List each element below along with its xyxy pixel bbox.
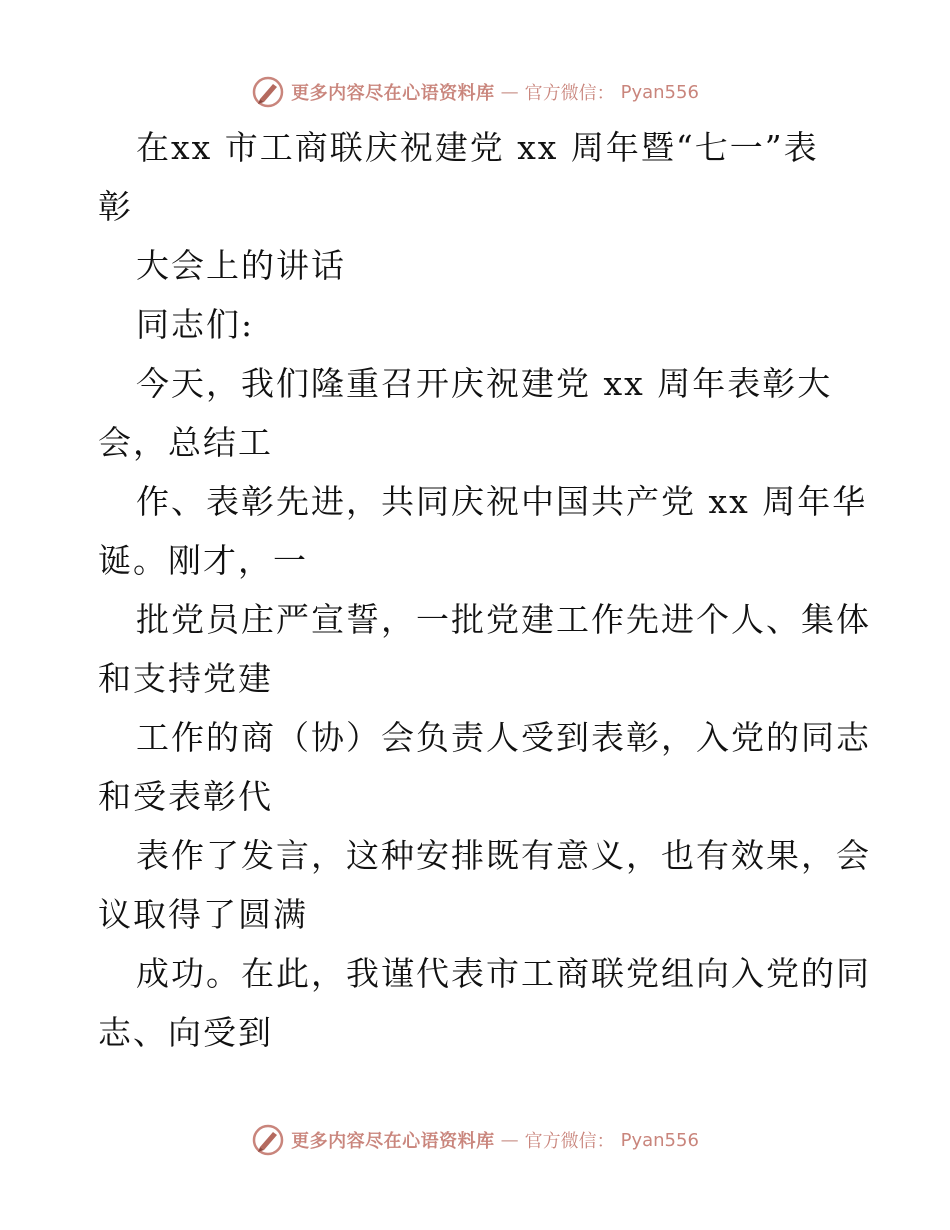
text-line: 和支持党建 — [98, 659, 273, 698]
watermark-official-label: 官方微信： — [524, 1131, 615, 1152]
text-line: 今天，我们隆重召开庆祝建党 xx 周年表彰大 — [136, 364, 833, 403]
pen-logo-icon — [251, 75, 285, 109]
text-line: 彰 — [98, 187, 133, 226]
watermark-main-text: 更多内容尽在心语资料库 — [291, 1131, 495, 1152]
watermark-header — [0, 72, 950, 112]
text-line: 批党员庄严宣誓，一批党建工作先进个人、集体 — [136, 600, 871, 639]
document-body — [98, 118, 871, 1062]
text-line: 大会上的讲话 — [136, 246, 346, 285]
pen-logo-icon — [251, 1123, 285, 1157]
text-line: 在xx 市工商联庆祝建党 xx 周年暨“七一”表 — [136, 128, 819, 167]
text-line: 表作了发言，这种安排既有意义，也有效果，会 — [136, 836, 871, 875]
text-line: 同志们: — [136, 305, 255, 344]
watermark-separator: — — [500, 1129, 519, 1151]
text-line: 诞。刚才，一 — [98, 541, 308, 580]
text-line: 志、向受到 — [98, 1013, 273, 1052]
watermark-footer — [0, 1120, 950, 1160]
text-line: 会，总结工 — [98, 423, 273, 462]
text-line: 议取得了圆满 — [98, 895, 308, 934]
watermark-main-text: 更多内容尽在心语资料库 — [291, 83, 495, 104]
text-line: 作、表彰先进，共同庆祝中国共产党 xx 周年华 — [136, 482, 868, 521]
watermark-id: Pyan556 — [620, 81, 699, 103]
text-line: 和受表彰代 — [98, 777, 273, 816]
text-line: 工作的商（协）会负责人受到表彰，入党的同志 — [136, 718, 871, 757]
text-line: 成功。在此，我谨代表市工商联党组向入党的同 — [136, 954, 871, 993]
watermark-separator: — — [500, 81, 519, 103]
watermark-official-label: 官方微信： — [524, 83, 615, 104]
watermark-id: Pyan556 — [620, 1129, 699, 1151]
